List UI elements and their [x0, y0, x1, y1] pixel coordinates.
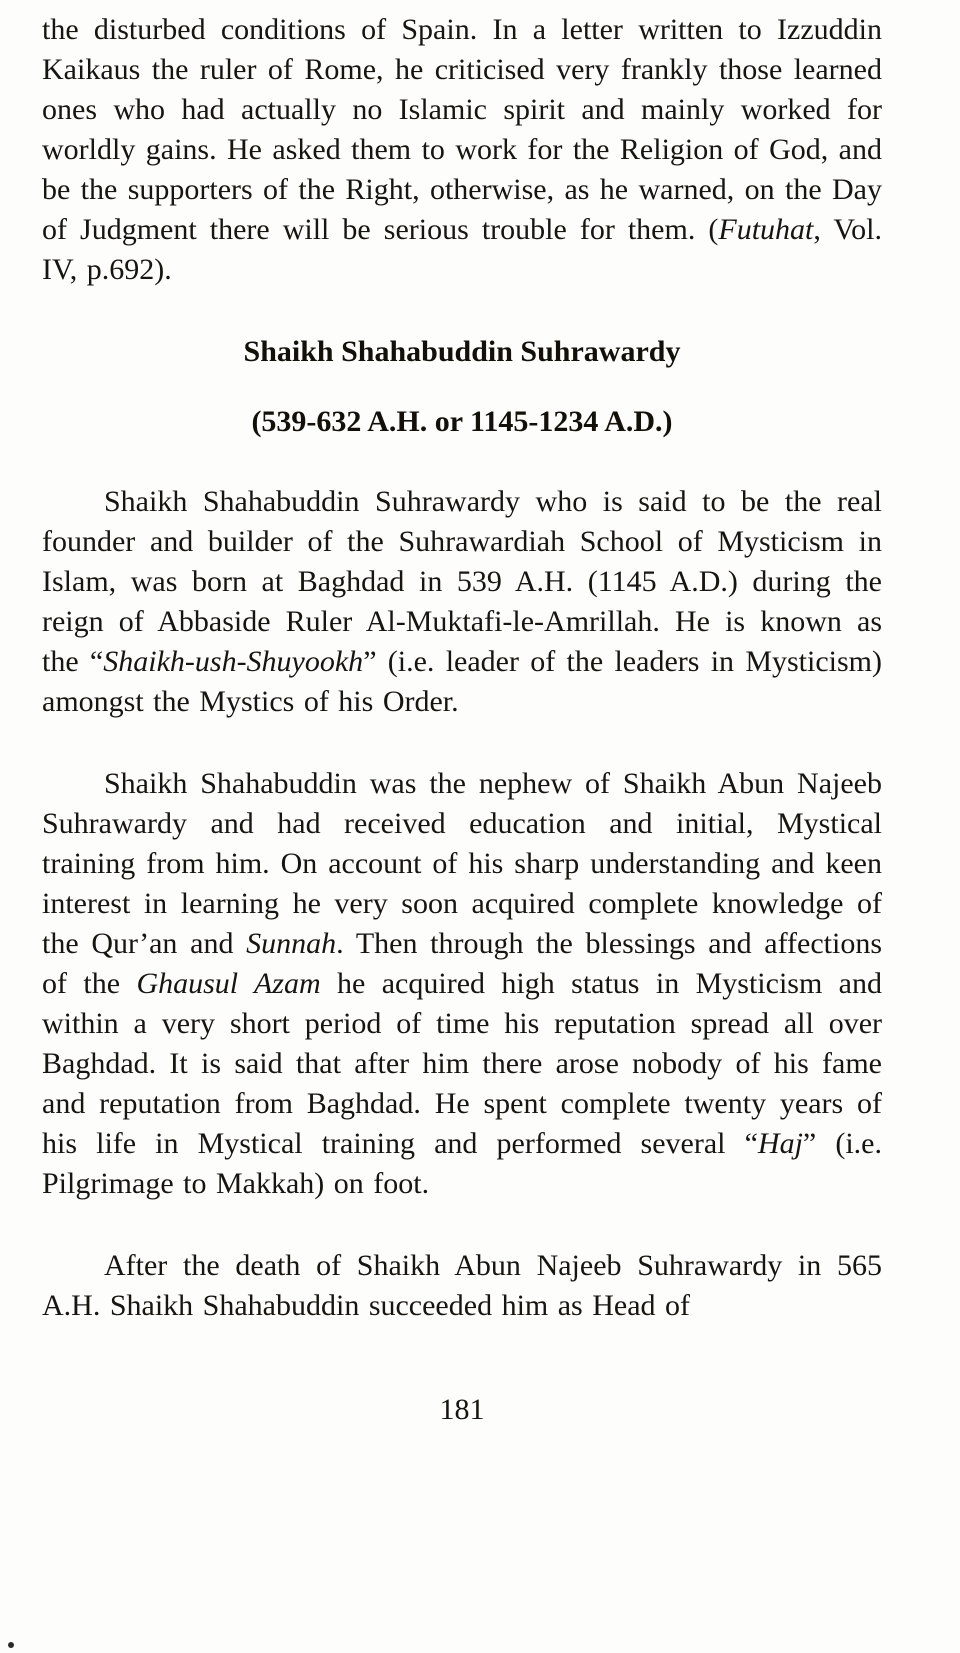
scan-artifact-mark	[8, 1642, 14, 1648]
paragraph-birth-and-title: Shaikh Shahabuddin Suhrawardy who is said to be the real founder and builder of the Suhrawardiah School of Mysticism in Islam, was born at Baghdad in 539 A.H. (1145 A.D.) during the reign of Abbaside Ruler Al-Muktafi-le-Amrillah. He is known as the “Shaikh-ush-Shuyookh” (i.e. leader of the leaders in Mysticism) amongst the Mystics of his Order.	[42, 485, 882, 718]
paragraph-education-and-training: Shaikh Shahabuddin was the nephew of Shaikh Abun Najeeb Suhrawardy and had received education and initial, Mystical training from him. On account of his sharp understanding and keen interest in learning he very soon acquired complete knowledge of the Qur’an and Sunnah. Then through the blessings and affections of the Ghausul Azam he acquired high status in Mysticism and within a very short period of time his reputation spread all over Baghdad. It is said that after him there arose nobody of his fame and reputation from Baghdad. He spent complete twenty years of his life in Mystical training and performed several “Haj” (i.e. Pilgrimage to Makkah) on foot.	[42, 767, 882, 1200]
paragraph-continuation-futuhat: the disturbed conditions of Spain. In a letter written to Izzuddin Kaikaus the ruler of Rome, he criticised very frankly those learned ones who had actually no Islamic spirit and mainly worked for worldly gains. He asked them to work for the Religion of God, and be the supporters of the Right, otherwise, as he warned, on the Day of Judgment there will be serious trouble for them. (Futuhat, Vol. IV, p.692).	[42, 13, 883, 286]
paragraph-succession: After the death of Shaikh Abun Najeeb Suhrawardy in 565 A.H. Shaikh Shahabuddin succeeded him as Head of	[42, 1249, 882, 1322]
section-heading: Shaikh Shahabuddin Suhrawardy	[243, 335, 681, 368]
section-subheading-dates: (539-632 A.H. or 1145-1234 A.D.)	[251, 405, 673, 438]
page-number: 181	[439, 1393, 485, 1426]
